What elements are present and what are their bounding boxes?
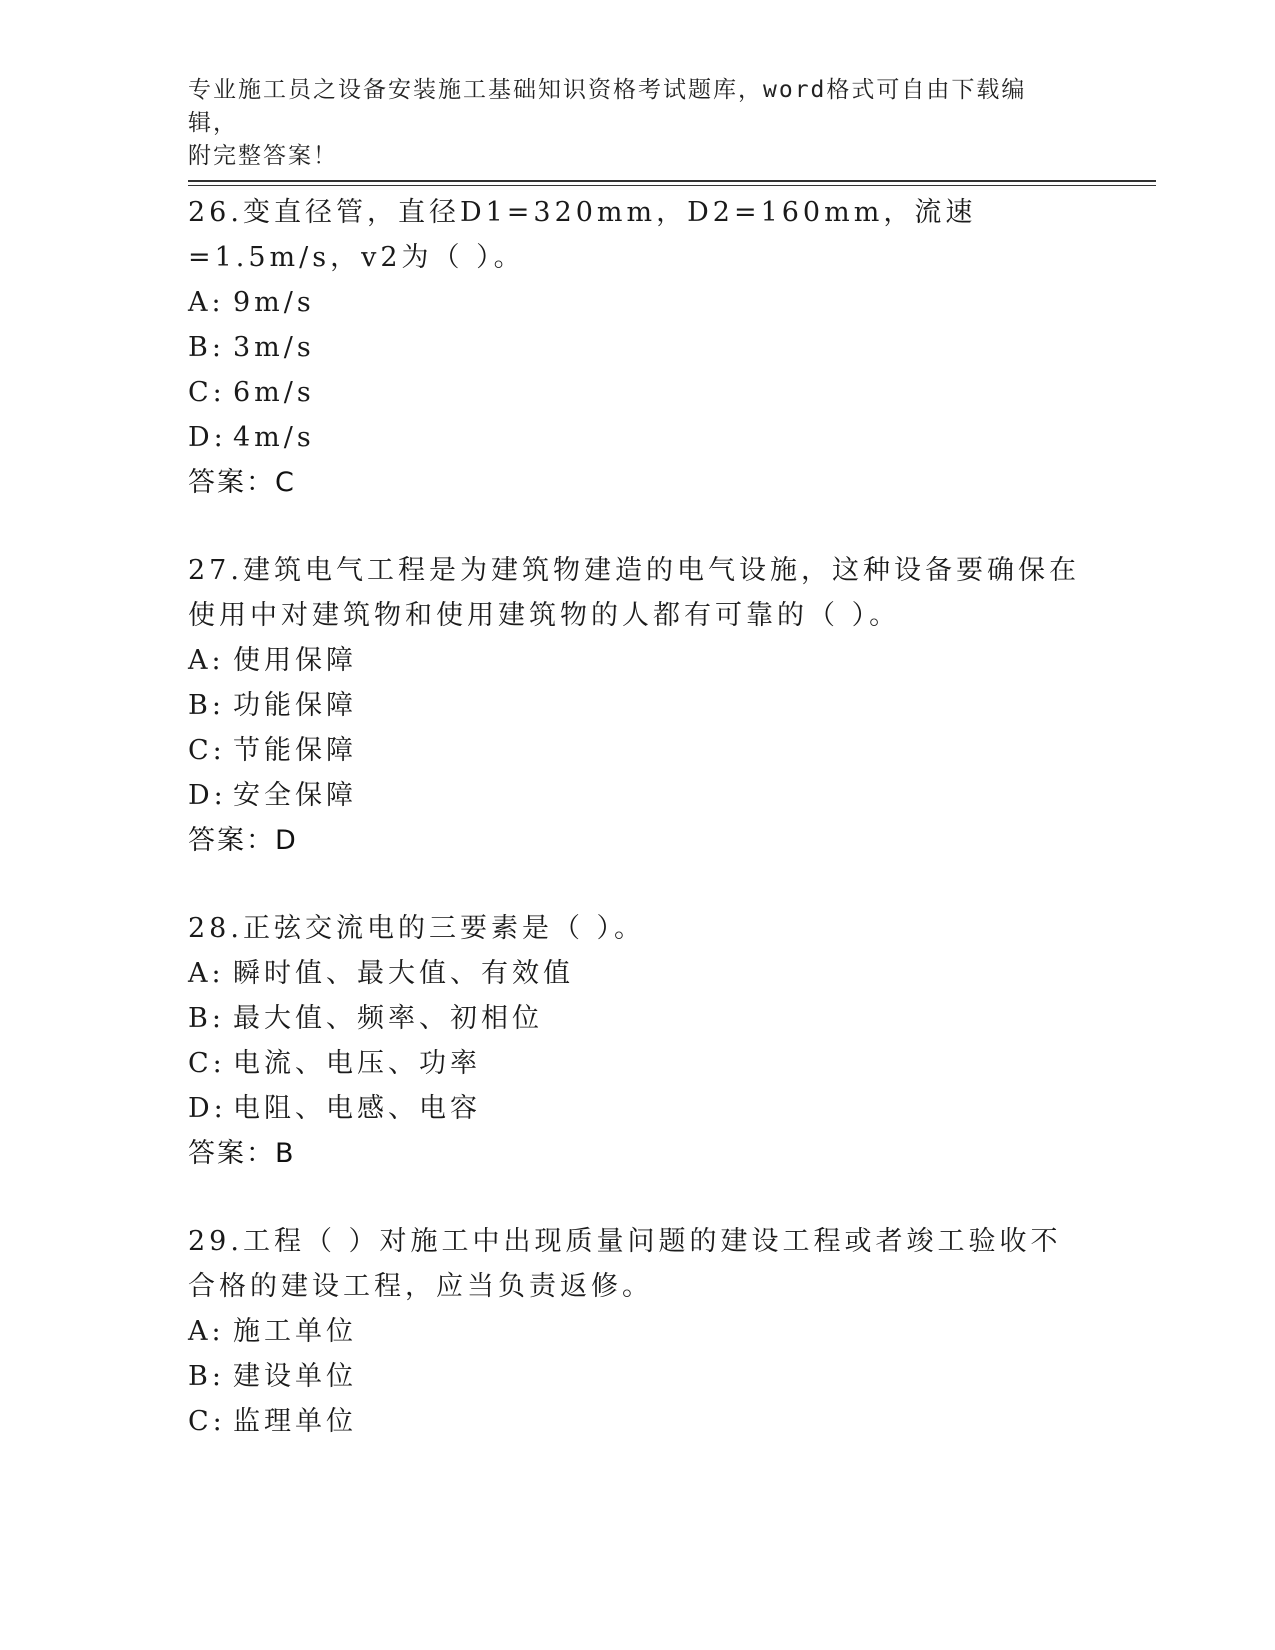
question-stem: 27.建筑电气工程是为建筑物建造的电气设施，这种设备要确保在使用中对建筑物和使用建筑物的人都有可靠的（ ）。 xyxy=(188,555,1080,631)
option-a xyxy=(188,280,1088,325)
option-d xyxy=(188,415,1088,460)
answer-line: 答案：D xyxy=(188,825,298,856)
option-key: A: xyxy=(188,958,225,989)
option-d xyxy=(188,773,1088,818)
option-text: 4m/s xyxy=(233,422,315,453)
option-b xyxy=(188,1354,1088,1399)
answer-line: 答案：C xyxy=(188,467,296,498)
option-text: 电流、电压、功率 xyxy=(233,1048,481,1079)
document-header xyxy=(188,74,1068,173)
header-divider-thick xyxy=(188,180,1156,182)
option-text: 节能保障 xyxy=(233,735,357,766)
option-text: 监理单位 xyxy=(233,1406,357,1437)
question-29 xyxy=(188,1219,1088,1444)
option-key: A: xyxy=(188,645,225,676)
option-key: B: xyxy=(188,690,225,721)
header-line-1: 专业施工员之设备安装施工基础知识资格考试题库，word格式可自由下载编辑， xyxy=(188,77,1027,136)
option-text: 电阻、电感、电容 xyxy=(233,1093,481,1124)
question-27 xyxy=(188,548,1088,863)
option-text: 9m/s xyxy=(233,287,315,318)
option-c xyxy=(188,370,1088,415)
option-text: 施工单位 xyxy=(233,1316,357,1347)
question-stem: 26.变直径管，直径D1=320mm，D2=160mm，流速=1.5m/s，v2为（ ）。 xyxy=(188,197,977,273)
option-c xyxy=(188,1041,1088,1086)
option-b xyxy=(188,325,1088,370)
option-key: C: xyxy=(188,735,226,766)
question-26 xyxy=(188,190,1088,505)
option-key: A: xyxy=(188,287,225,318)
option-key: B: xyxy=(188,1003,225,1034)
option-d xyxy=(188,1086,1088,1131)
header-divider-thin xyxy=(188,185,1156,186)
option-key: B: xyxy=(188,332,225,363)
option-key: C: xyxy=(188,1048,226,1079)
option-text: 使用保障 xyxy=(233,645,357,676)
option-key: A: xyxy=(188,1316,225,1347)
option-text: 安全保障 xyxy=(233,780,357,811)
option-key: C: xyxy=(188,1406,226,1437)
option-c xyxy=(188,728,1088,773)
option-text: 瞬时值、最大值、有效值 xyxy=(233,958,574,989)
header-line-2: 附完整答案！ xyxy=(188,143,338,169)
option-text: 最大值、频率、初相位 xyxy=(233,1003,543,1034)
option-text: 6m/s xyxy=(233,377,315,408)
option-a xyxy=(188,951,1088,996)
question-stem: 28.正弦交流电的三要素是（ ）。 xyxy=(188,913,646,944)
option-c xyxy=(188,1399,1088,1444)
option-text: 3m/s xyxy=(233,332,315,363)
option-key: D: xyxy=(188,422,227,453)
option-text: 建设单位 xyxy=(233,1361,357,1392)
option-a xyxy=(188,1309,1088,1354)
question-list xyxy=(188,190,1088,1487)
option-key: D: xyxy=(188,1093,227,1124)
question-28 xyxy=(188,906,1088,1176)
option-key: B: xyxy=(188,1361,225,1392)
option-b xyxy=(188,683,1088,728)
option-key: C: xyxy=(188,377,226,408)
answer-line: 答案：B xyxy=(188,1138,296,1169)
option-a xyxy=(188,638,1088,683)
question-stem: 29.工程（ ）对施工中出现质量问题的建设工程或者竣工验收不合格的建设工程，应当负责返修。 xyxy=(188,1226,1062,1302)
option-b xyxy=(188,996,1088,1041)
option-key: D: xyxy=(188,780,227,811)
option-text: 功能保障 xyxy=(233,690,357,721)
